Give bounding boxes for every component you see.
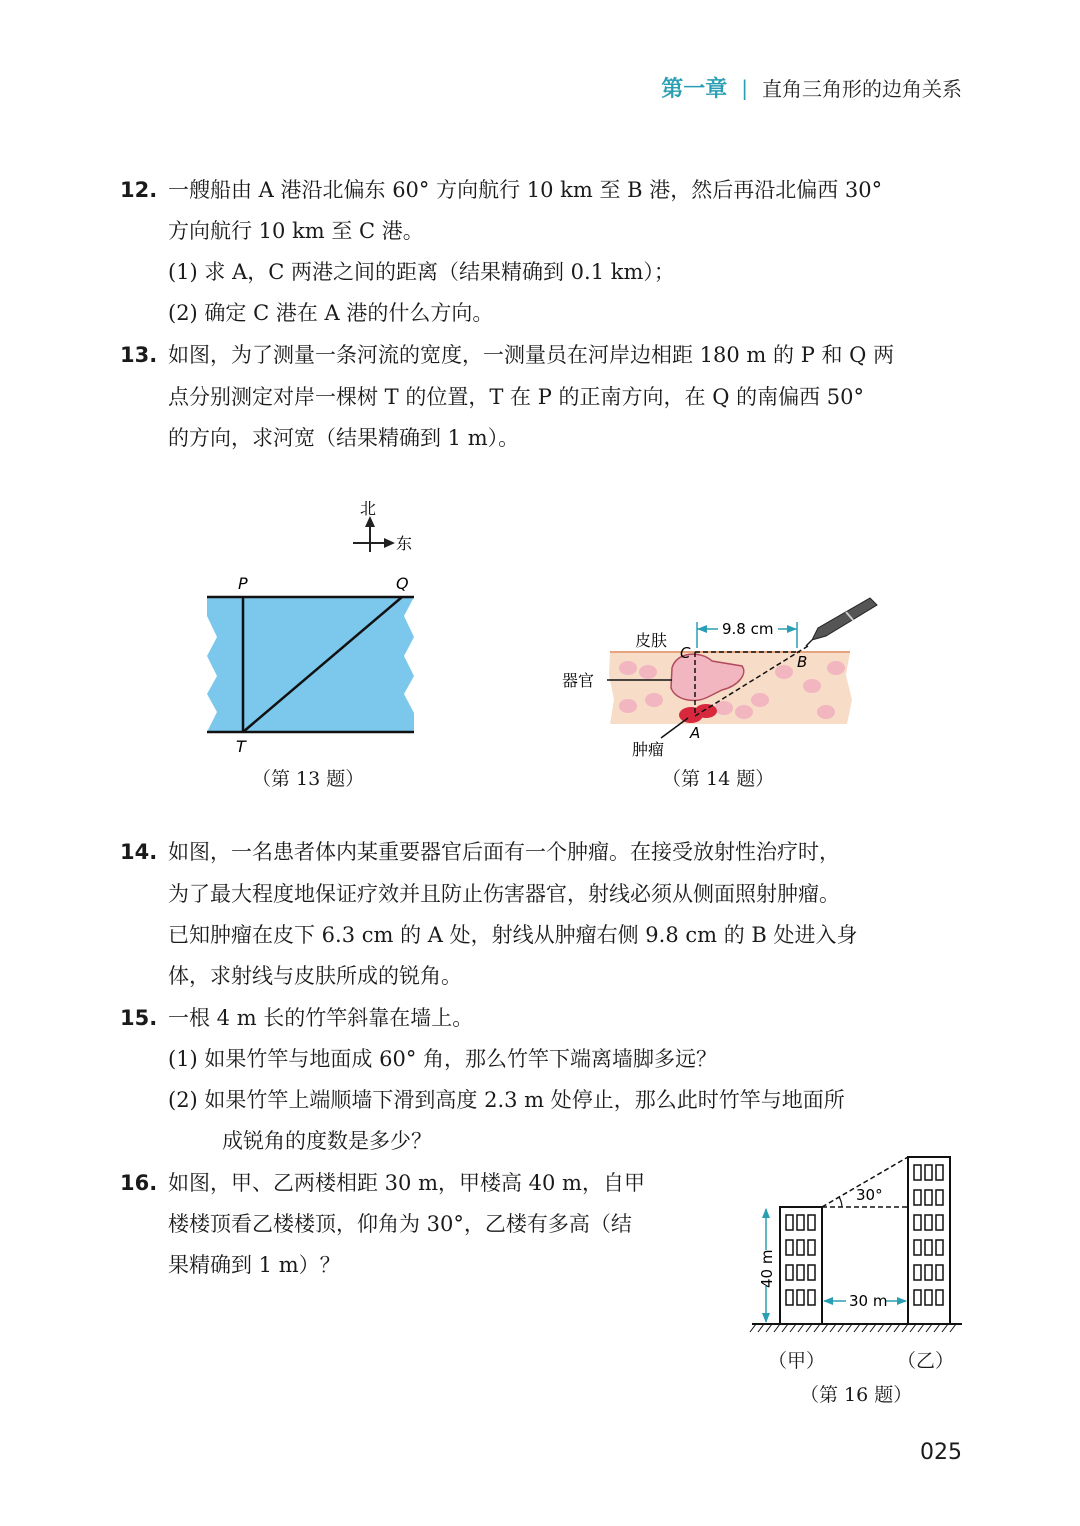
organ-label: 器官 <box>562 671 595 690</box>
problem-12-number: 12. <box>120 178 158 202</box>
window <box>808 1265 815 1280</box>
window <box>786 1240 793 1255</box>
window <box>808 1240 815 1255</box>
window <box>786 1290 793 1305</box>
window <box>786 1265 793 1280</box>
page-number: 025 <box>920 1440 962 1465</box>
window <box>797 1290 804 1305</box>
compass-north-label: 北 <box>360 499 377 518</box>
problem-13-number: 13. <box>120 343 158 367</box>
figure-16-caption: （第 16 题） <box>800 1384 913 1406</box>
window <box>914 1240 921 1255</box>
problem-15-part-2-cont: 成锐角的度数是多少？ <box>222 1129 432 1153</box>
problem-12-part-1: (1) 求 A，C 两港之间的距离（结果精确到 0.1 km）； <box>168 260 675 284</box>
window <box>797 1265 804 1280</box>
window <box>936 1265 943 1280</box>
chapter-label: 第一章 <box>661 77 728 102</box>
window <box>925 1165 932 1180</box>
gap-label: 30 m <box>849 1292 888 1310</box>
problem-14-line-3: 已知肿瘤在皮下 6.3 cm 的 A 处，射线从肿瘤右侧 9.8 cm 的 B 处进入身 <box>168 923 858 947</box>
problem-15-part-2: (2) 如果竹竿上端顺墙下滑到高度 2.3 m 处停止，那么此时竹竿与地面所 <box>168 1088 845 1112</box>
label-c: C <box>680 644 691 662</box>
label-q: Q <box>396 574 409 593</box>
window <box>936 1165 943 1180</box>
problem-16-line-1: 如图，甲、乙两楼相距 30 m，甲楼高 40 m，自甲 <box>168 1171 645 1195</box>
window <box>808 1290 815 1305</box>
skin-label: 皮肤 <box>635 631 668 650</box>
problem-14-line-4: 体，求射线与皮肤所成的锐角。 <box>168 964 462 988</box>
window <box>925 1265 932 1280</box>
window <box>925 1215 932 1230</box>
tumor-label: 肿瘤 <box>632 740 665 759</box>
window <box>914 1215 921 1230</box>
window <box>914 1290 921 1305</box>
window <box>936 1215 943 1230</box>
window <box>914 1165 921 1180</box>
window <box>797 1215 804 1230</box>
problem-14-line-2: 为了最大程度地保证疗效并且防止伤害器官，射线必须从侧面照射肿瘤。 <box>168 882 840 906</box>
ground-hatch <box>750 1324 956 1332</box>
problem-14-line-1: 如图，一名患者体内某重要器官后面有一个肿瘤。在接受放射性治疗时， <box>168 840 840 864</box>
angle-label: 30° <box>856 1186 883 1204</box>
compass-east-label: 东 <box>396 534 413 553</box>
window <box>936 1190 943 1205</box>
label-b: B <box>797 653 808 671</box>
label-t: T <box>236 737 246 756</box>
problem-16-number: 16. <box>120 1171 158 1195</box>
window <box>914 1190 921 1205</box>
problem-13-line-1: 如图，为了测量一条河流的宽度，一测量员在河岸边相距 180 m 的 P 和 Q 两 <box>168 343 895 367</box>
problem-15-part-1: (1) 如果竹竿与地面成 60° 角，那么竹竿下端离墙脚多远？ <box>168 1047 717 1071</box>
problem-16-line-2: 楼楼顶看乙楼楼顶，仰角为 30°，乙楼有多高（结 <box>168 1212 632 1236</box>
problem-16-line-3: 果精确到 1 m）？ <box>168 1253 341 1277</box>
window <box>797 1240 804 1255</box>
problem-13-line-3: 的方向，求河宽（结果精确到 1 m）。 <box>168 426 520 450</box>
window <box>936 1290 943 1305</box>
height-label: 40 m <box>758 1249 776 1288</box>
window <box>925 1240 932 1255</box>
window <box>786 1215 793 1230</box>
problem-14-number: 14. <box>120 840 158 864</box>
window <box>808 1215 815 1230</box>
header-separator: | <box>741 75 748 100</box>
label-a: A <box>690 724 701 742</box>
window <box>914 1265 921 1280</box>
window <box>925 1190 932 1205</box>
window <box>936 1240 943 1255</box>
label-p: P <box>238 574 248 593</box>
problem-12-line-1: 一艘船由 A 港沿北偏东 60° 方向航行 10 km 至 B 港，然后再沿北偏西 30° <box>168 178 883 202</box>
problem-12-line-2: 方向航行 10 km 至 C 港。 <box>168 219 424 243</box>
label-yi: （乙） <box>897 1350 955 1372</box>
figure-13-caption: （第 13 题） <box>252 768 365 790</box>
problem-15-number: 15. <box>120 1006 158 1030</box>
distance-label: 9.8 cm <box>722 620 774 638</box>
problem-12-part-2: (2) 确定 C 港在 A 港的什么方向。 <box>168 301 494 325</box>
window <box>925 1290 932 1305</box>
figure-14-caption: （第 14 题） <box>662 768 775 790</box>
problem-13-line-2: 点分别测定对岸一棵树 T 的位置，T 在 P 的正南方向，在 Q 的南偏西 50° <box>168 385 864 409</box>
chapter-title: 直角三角形的边角关系 <box>762 77 962 101</box>
problem-15-line-1: 一根 4 m 长的竹竿斜靠在墙上。 <box>168 1006 474 1030</box>
label-jia: （甲） <box>768 1350 826 1372</box>
